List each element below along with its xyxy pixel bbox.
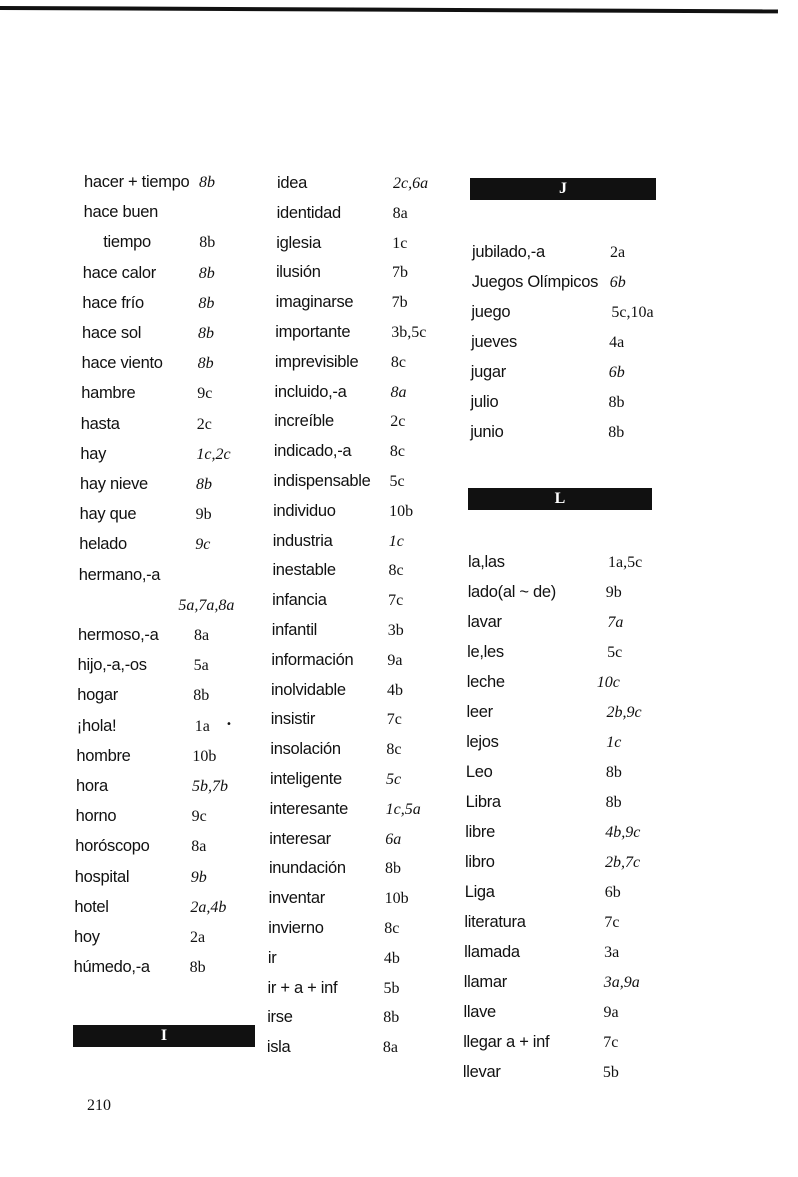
entry-reference: 9b — [195, 506, 212, 524]
entry-term: leche — [466, 673, 505, 691]
entry-reference: 9c — [197, 385, 213, 403]
entry-term: literatura — [464, 913, 526, 931]
entry-term: imaginarse — [275, 293, 354, 312]
entry-reference: 5b — [383, 979, 400, 997]
entry-term: ir + a + inf — [267, 978, 338, 997]
entry-reference: 7b — [391, 264, 408, 282]
section-band-l: L — [468, 488, 652, 510]
entry-reference: 6b — [609, 274, 626, 291]
entry-term: lejos — [466, 733, 499, 751]
entry-reference: 3a,9a — [603, 974, 640, 991]
entry-reference: 1c,2c — [196, 445, 231, 463]
entry-reference: 8b — [196, 476, 212, 493]
entry-reference: 10b — [389, 502, 414, 520]
entry-term: jubilado,-a — [472, 243, 545, 261]
entry-term: hotel — [74, 897, 109, 916]
entry-term: hace viento — [81, 354, 163, 373]
entry-reference: 8c — [384, 920, 400, 937]
entry-reference: 7c — [388, 592, 404, 610]
entry-reference: 1c — [392, 234, 408, 252]
entry-term: incluido,-a — [274, 382, 347, 401]
index-entry — [465, 883, 725, 907]
index-entry — [466, 793, 726, 817]
index-entry — [470, 423, 730, 447]
entry-reference: 4b — [387, 681, 404, 699]
entry-reference: 8a — [194, 627, 210, 644]
entry-term: lavar — [467, 613, 502, 631]
entry-term: hace calor — [82, 263, 156, 282]
entry-reference: 8b — [198, 325, 214, 342]
entry-reference: 2c — [390, 413, 406, 431]
entry-term: ilusión — [275, 263, 321, 282]
entry-reference: 5c — [607, 644, 623, 661]
entry-reference: 9b — [605, 584, 622, 601]
entry-term: libro — [465, 853, 495, 871]
entry-reference: 6b — [604, 884, 621, 901]
entry-reference: 8a — [392, 204, 408, 222]
entry-term: Liga — [464, 883, 495, 901]
entry-term: individuo — [273, 501, 336, 520]
entry-reference: 4b — [383, 949, 400, 967]
entry-term: interesar — [269, 829, 331, 848]
entry-term: llave — [463, 1003, 496, 1021]
entry-reference: 5c,10a — [611, 304, 654, 321]
entry-reference: 8b — [608, 394, 625, 411]
entry-reference: 8c — [390, 353, 406, 371]
entry-term: identidad — [276, 203, 341, 222]
entry-term: infantil — [271, 621, 318, 639]
entry-term: horóscopo — [75, 837, 150, 856]
index-entry — [471, 363, 731, 387]
entry-term: tiempo — [103, 233, 151, 252]
entry-reference: 6b — [608, 364, 625, 381]
index-entry — [472, 273, 732, 297]
entry-term: indispensable — [273, 472, 371, 490]
entry-reference: 10b — [192, 747, 217, 765]
index-entry — [466, 763, 726, 787]
index-entry — [467, 643, 727, 667]
index-entry — [463, 1033, 723, 1057]
entry-reference: 2c — [196, 415, 212, 433]
entry-term: leer — [466, 703, 493, 721]
entry-term: interesante — [269, 799, 348, 818]
entry-term: jueves — [471, 333, 517, 351]
entry-term: hace frío — [82, 293, 144, 312]
entry-term: hay nieve — [80, 475, 148, 493]
section-band-i: I — [73, 1025, 255, 1047]
entry-reference: 8a — [390, 383, 407, 401]
entry-term: hasta — [80, 414, 120, 433]
entry-term: Libra — [465, 793, 501, 811]
entry-reference: 9a — [603, 1004, 619, 1021]
entry-term: helado — [79, 535, 127, 554]
entry-reference: 10c — [596, 674, 620, 691]
entry-term: imprevisible — [274, 352, 359, 371]
entry-reference: 6a — [385, 830, 402, 848]
entry-term: hermoso,-a — [78, 626, 159, 644]
entry-term: importante — [275, 323, 351, 341]
entry-reference: 4b,9c — [605, 824, 641, 841]
entry-term: increíble — [274, 412, 334, 431]
entry-reference: 10b — [384, 890, 409, 908]
entry-term: inundación — [268, 859, 346, 878]
entry-term: indicado,-a — [273, 442, 352, 461]
entry-term: hacer + tiempo — [84, 173, 190, 191]
entry-term: hay que — [79, 505, 137, 524]
entry-reference: 2c,6a — [393, 175, 429, 192]
index-entry — [471, 393, 731, 417]
entry-term: hora — [76, 777, 108, 795]
entry-reference: 8b — [189, 959, 206, 977]
entry-reference: 8b — [384, 860, 401, 878]
entry-term: ¡hola! — [76, 716, 117, 735]
entry-reference: 3a — [604, 944, 620, 961]
entry-reference: 2b,9c — [606, 704, 642, 721]
index-entry — [464, 1003, 724, 1027]
entry-term: hambre — [81, 384, 136, 403]
entry-reference: 4a — [609, 334, 625, 351]
entry-term: ir — [267, 948, 277, 967]
entry-reference: 8c — [386, 741, 402, 759]
entry-term: hogar — [77, 686, 118, 705]
entry-reference: 8a — [382, 1039, 398, 1057]
entry-term: Juegos Olímpicos — [471, 273, 599, 291]
entry-reference: 9a — [387, 651, 403, 669]
index-entry — [467, 613, 727, 637]
entry-term: llevar — [462, 1063, 501, 1081]
entry-reference: 7c — [603, 1034, 619, 1051]
entry-reference: 5a,7a,8a — [178, 596, 235, 614]
section-band-j: J — [470, 178, 656, 200]
entry-reference: 2a,4b — [190, 898, 227, 916]
index-entry — [468, 553, 728, 577]
entry-reference: 1c,5a — [385, 800, 421, 818]
entry-term: la,las — [468, 553, 505, 571]
entry-term: información — [271, 650, 354, 669]
entry-reference: 8a — [191, 838, 207, 856]
entry-reference: 5b — [602, 1064, 619, 1081]
entry-reference: 5c — [389, 473, 405, 490]
entry-reference: 5a — [193, 657, 209, 675]
entry-term: inventar — [268, 889, 325, 908]
entry-term: horno — [75, 807, 117, 826]
entry-reference: 5c — [386, 771, 402, 788]
entry-reference: 8b — [605, 764, 622, 781]
entry-reference: 3b — [387, 622, 404, 639]
index-entry — [471, 303, 731, 327]
entry-term: julio — [470, 393, 499, 411]
entry-reference: 8b — [198, 294, 215, 312]
entry-reference: 8b — [199, 234, 216, 252]
entry-reference: 5b,7b — [192, 778, 228, 795]
entry-term: insistir — [270, 710, 316, 729]
entry-term: hace buen — [83, 203, 158, 222]
entry-term: juego — [471, 303, 511, 321]
entry-term: hombre — [76, 746, 131, 765]
page-number: 210 — [87, 1097, 111, 1114]
entry-reference: 7c — [604, 914, 620, 931]
index-entry — [464, 973, 724, 997]
entry-term: llegar a + inf — [463, 1033, 550, 1051]
entry-reference: 8c — [389, 443, 405, 461]
entry-term: hay — [80, 444, 107, 463]
entry-term: hospital — [74, 867, 130, 886]
entry-reference: 1a,5c — [608, 554, 643, 571]
index-entry — [467, 703, 727, 727]
entry-reference: 9c — [191, 808, 207, 826]
index-entry — [273, 532, 533, 556]
entry-term: idea — [277, 174, 307, 192]
entry-term: llamar — [463, 973, 507, 991]
entry-term: infancia — [272, 591, 327, 610]
entry-reference: 8b — [193, 687, 210, 705]
index-entry — [463, 1063, 723, 1087]
index-entry — [472, 243, 732, 267]
index-entry — [467, 673, 727, 697]
entry-reference: 7a — [607, 614, 624, 631]
entry-reference: 1c — [388, 532, 404, 550]
entry-term: Leo — [465, 763, 493, 781]
entry-reference: 7b — [391, 294, 408, 312]
entry-reference: 2a — [610, 244, 626, 261]
entry-term: industria — [272, 531, 333, 550]
entry-term: iglesia — [276, 233, 321, 252]
index-entry — [464, 943, 724, 967]
entry-term: irse — [267, 1008, 293, 1027]
entry-term: libre — [465, 823, 495, 841]
entry-term: lado(al ~ de) — [467, 583, 556, 601]
index-entry — [471, 333, 731, 357]
index-entry — [468, 583, 728, 607]
entry-reference: 9b — [190, 868, 207, 886]
entry-term: jugar — [470, 363, 506, 381]
entry-reference: 8b — [605, 794, 622, 811]
entry-term: le,les — [467, 643, 504, 661]
entry-term: hermano,-a — [78, 565, 161, 584]
index-entry — [465, 823, 725, 847]
entry-term: hace sol — [82, 324, 142, 342]
index-entry — [464, 913, 724, 937]
entry-term: inteligente — [270, 770, 342, 788]
entry-term: insolación — [270, 740, 341, 759]
entry-term: hijo,-a,-os — [77, 656, 147, 675]
entry-term: inolvidable — [271, 680, 346, 699]
entry-reference: 3b,5c — [391, 324, 427, 341]
entry-reference: 2b,7c — [605, 854, 641, 871]
entry-reference: 8b — [608, 424, 625, 441]
top-rule — [0, 6, 778, 13]
index-entry — [465, 853, 725, 877]
entry-reference: 8b — [198, 264, 215, 282]
stray-mark: • — [226, 719, 232, 730]
entry-term: junio — [470, 423, 504, 441]
entry-reference: 8b — [199, 174, 215, 191]
entry-reference: 9c — [195, 536, 211, 554]
entry-term: húmedo,-a — [73, 958, 150, 977]
entry-reference: 1c — [606, 734, 622, 751]
entry-reference: 1a — [194, 717, 210, 735]
entry-reference: 8c — [388, 562, 404, 580]
entry-term: llamada — [464, 943, 520, 961]
entry-term: isla — [266, 1038, 291, 1057]
index-entry — [466, 733, 726, 757]
index-entry — [277, 204, 537, 228]
entry-reference: 8b — [383, 1009, 400, 1027]
entry-reference: 8b — [197, 355, 214, 373]
entry-term: hoy — [74, 928, 100, 946]
entry-reference: 2a — [190, 929, 206, 946]
entry-reference: 7c — [386, 711, 402, 729]
entry-term: inestable — [272, 561, 336, 580]
entry-term: invierno — [268, 919, 324, 937]
